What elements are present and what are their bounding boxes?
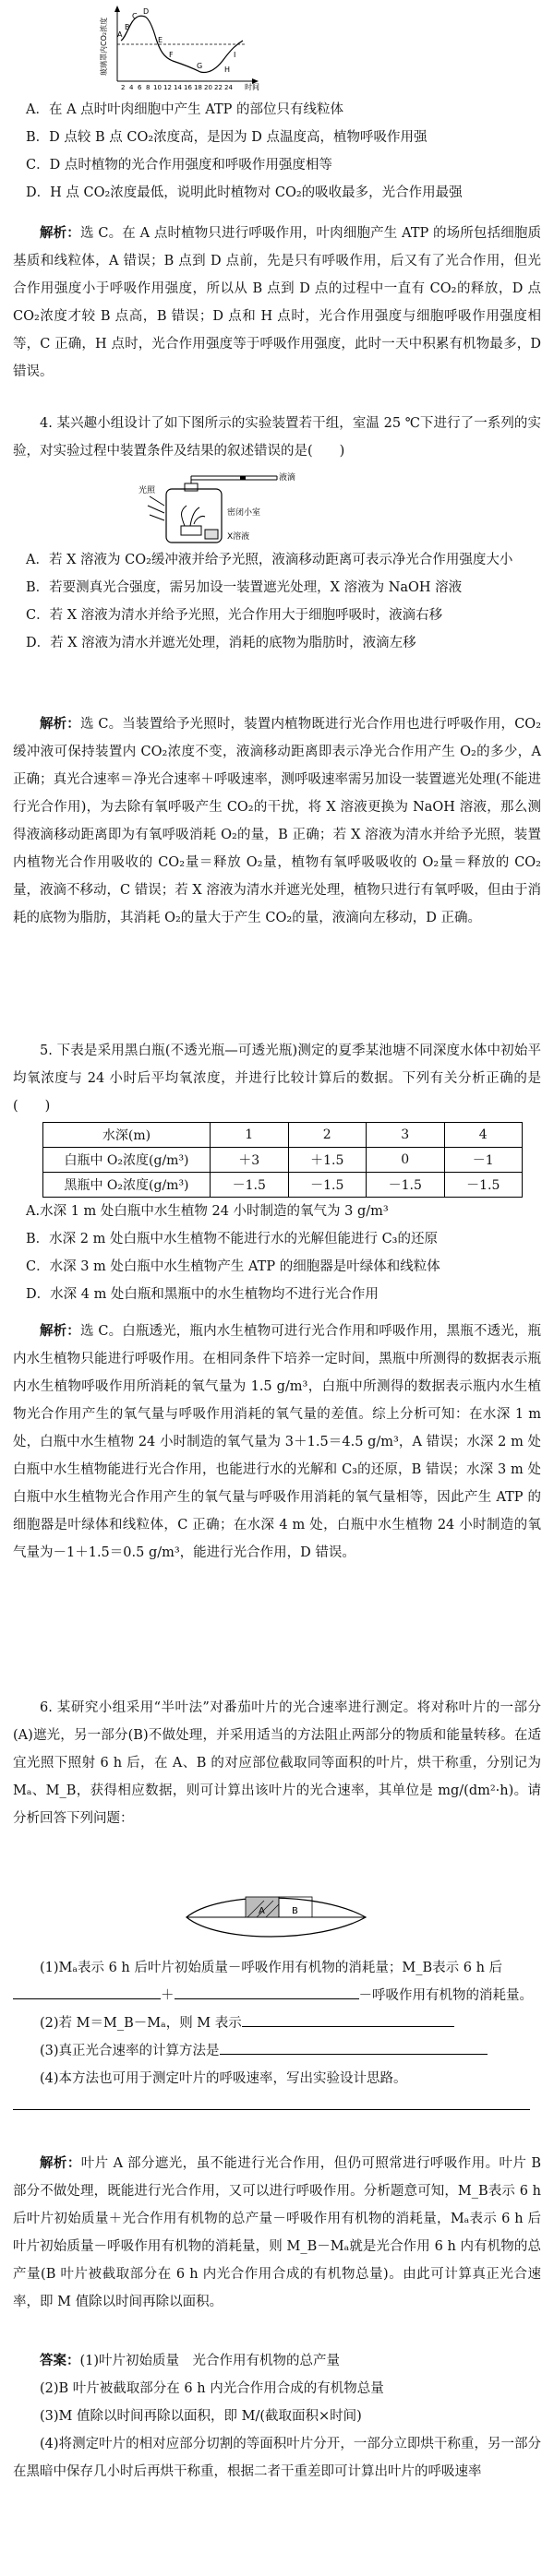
point-b: B [125,23,130,31]
q6-sub2 [13,2010,541,2037]
q3-option-b: B．D 点较 B 点 CO₂浓度高，是因为 D 点温度高，植物呼吸作用强 [26,130,428,145]
tick-4: 4 [129,84,134,91]
graph-xlabel: 时间 [245,83,259,91]
tick-16: 16 [184,84,192,91]
q4-option-a: A．若 X 溶液为 CO₂缓冲液并给予光照，液滴移动距离可表示净光合作用强度大小 [26,553,513,567]
leaf-figure [181,1890,375,1945]
table-cell: ＋3 [211,1148,289,1173]
q4-analysis-label: 解析： [40,716,80,732]
q5-stem-text: 5. 下表是采用黑白瓶(不透光瓶—可透光瓶)测定的夏季某池塘不同深度水体中初始平均氧浓度与 24 小时后平均氧浓度，并进行比较计算后的数据。下列有关分析正确的是( ) [13,1044,541,1114]
q5-data-table [42,1122,523,1198]
q5-option-d: D．水深 4 m 处白瓶和黑瓶中的水生植物均不进行光合作用 [26,1287,379,1302]
label-chamber: 密闭小室 [227,508,261,518]
q5-options [13,1198,541,1308]
q5-analysis-label: 解析： [40,1323,80,1339]
answer-blank[interactable] [13,1998,161,1999]
q4-option-c: C．若 X 溶液为清水并给予光照，光合作用大于细胞呼吸时，液滴右移 [26,608,443,623]
table-cell: －1 [444,1148,523,1173]
answer-blank[interactable] [13,2109,530,2110]
q4-analysis-text: 选 C。当装置给予光照时，装置内植物既进行光合作用也进行呼吸作用，CO₂缓冲液可保持装置内 CO₂浓度不变，液滴移动距离即表示净光合作用产生 O₂的多少，A 正确；真光合速率＝净光合速率＋呼吸速率，测呼吸速率需另加设一装置遮光处理(不能进行光合作用)，为去除有氧呼吸产生 CO₂的干扰，将 X 溶液更换为 NaOH 溶液，那么测得液滴移动距离即为有氧呼吸消耗 O₂的量，B 正确；若 X 溶液为清水并给予光照，装置内植物光合作用吸收的 CO₂量＝释放 O₂量，植物有氧呼吸吸收的 O₂量＝释放的 CO₂量，液滴不移动，C 错误；若 X 溶液为清水并遮光处理，植物只进行有氧呼吸，但由于消耗的底物为脂肪，其消耗 O₂的量大于产生 CO₂的量，液滴向左移动，D 正确。 [13,717,542,925]
q5-analysis-text: 选 C。白瓶透光，瓶内水生植物可进行光合作用和呼吸作用，黑瓶不透光，瓶内水生植物只能进行呼吸作用。在相同条件下培养一定时间，黑瓶中所测得的数据表示瓶内水生植物呼吸作用所消耗的氧气量为 1.5 g/m³，白瓶中所测得的数据表示瓶内水生植物光合作用产生的氧气量与呼吸作用消耗的氧气量的差值。综上分析可知：在水深 1 m 处，白瓶中水生植物 24 小时制造的氧气量为 3＋1.5＝4.5 g/m³，A 错误；水深 2 m 处白瓶中水生植物能进行光合作用，也能进行水的光解和 C₃的还原，B 错误；水深 3 m 处白瓶中水生植物光合作用产生的氧气量与呼吸作用消耗的氧气量相等，因此产生 ATP 的细胞器是叶绿体和线粒体，C 正确；在水深 4 m 处，白瓶中水生植物 24 小时制造的氧气量为－1＋1.5＝0.5 g/m³，能进行光合作用，D 错误。 [13,1324,542,1560]
q6-stem [13,1694,541,1832]
point-f: F [169,51,174,59]
q5-option-b: B．水深 2 m 处白瓶中水生植物不能进行水的光解但能进行 C₃的还原 [26,1232,438,1246]
tick-6: 6 [138,84,142,91]
q6-answer-3: (3)M 值除以时间再除以面积，即 M/(截取面积×时间) [40,2409,362,2424]
q6-answer-label: 答案： [40,2353,80,2368]
table-cell: 0 [367,1148,445,1173]
q6-sub1b: ＋ [161,1988,175,2003]
q6-stem-text: 6. 某研究小组采用“半叶法”对番茄叶片的光合速率进行测定。将对称叶片的一部分(A)遮光，另一部分(B)不做处理，并采用适当的方法阻止两部分的物质和能量转移。在适宜光照下照射 6 h 后，在 A、B 的对应部位截取同等面积的叶片，烘干称重，分别记为 Mₐ、M_B，获得相应数据，则可计算出该叶片的光合速率，其单位是 mg/(dm²·h)。请分析回答下列问题： [13,1700,541,1826]
tick-10: 10 [153,84,162,91]
table-row [43,1173,523,1198]
co2-curve-graph [97,4,263,92]
q3-option-a: A．在 A 点时叶肉细胞中产生 ATP 的部位只有线粒体 [26,102,343,117]
q4-analysis [13,710,541,932]
q5-stem [13,1037,541,1120]
tick-2: 2 [121,84,126,91]
graph-ylabel: 玻璃罩内CO₂浓度 [100,17,108,76]
table-cell: －1.5 [211,1173,289,1198]
q6-analysis-text: 叶片 A 部分遮光，虽不能进行光合作用，但仍可照常进行呼吸作用。叶片 B 部分不做处理，既能进行光合作用，又可以进行呼吸作用。分析题意可知，M_B表示 6 h 后叶片初始质量＋光合作用有机物的总产量－呼吸作用有机物的消耗量，Mₐ表示 6 h 后叶片初始质量－呼吸作用有机物的消耗量，则 M_B－Mₐ就是光合作用 6 h 内有机物的总产量(B 叶片被截取部分在 6 h 内光合作用合成的有机物总量)。由此可计算真正光合速率，即 M 值除以时间再除以面积。 [13,2156,542,2309]
answer-blank[interactable] [175,1998,359,1999]
q3-options [13,96,541,207]
point-d: D [143,7,150,16]
q6-sub1-fill [13,1982,541,2010]
tick-12: 12 [163,84,172,91]
table-cell: 白瓶中 O₂浓度(g/m³) [43,1148,211,1173]
label-light: 光照 [138,486,156,495]
table-cell: 黑瓶中 O₂浓度(g/m³) [43,1173,211,1198]
table-cell: －1.5 [444,1173,523,1198]
tick-8: 8 [146,84,151,91]
q6-sub3-text: (3)真正光合速率的计算方法是 [40,2044,220,2058]
table-header-cell: 水深(m) [43,1123,211,1148]
q4-stem-text: 4. 某兴趣小组设计了如下图所示的实验装置若干组，室温 25 ℃下进行了一系列的实验，对实验过程中装置条件及结果的叙述错误的是( ) [13,416,541,459]
table-cell: －1.5 [288,1173,367,1198]
point-h: H [224,66,231,74]
answer-blank[interactable] [242,2026,454,2027]
table-header-cell: 2 [288,1123,367,1148]
tick-22: 22 [214,84,223,91]
table-cell: －1.5 [367,1173,445,1198]
q6-answers [13,2347,541,2486]
q6-sub1a: (1)Mₐ表示 6 h 后叶片初始质量－呼吸作用有机物的消耗量；M_B表示 6 h 后 [40,1961,503,1975]
table-header-cell: 3 [367,1123,445,1148]
q6-sub2-text: (2)若 M＝M_B－Mₐ，则 M 表示 [40,2016,242,2031]
point-a: A [117,30,123,39]
tick-14: 14 [174,84,182,91]
q6-answer-2: (2)B 叶片被截取部分在 6 h 内光合作用合成的有机物总量 [40,2381,384,2396]
q3-analysis-label: 解析： [40,225,80,241]
q6-answer-1: (1)叶片初始质量 光合作用有机物的总产量 [79,2354,341,2368]
q4-apparatus-figure [138,469,351,548]
q4-option-b: B．若要测真光合强度，需另加设一装置遮光处理，X 溶液为 NaOH 溶液 [26,580,463,595]
q4-stem [13,410,541,465]
q6-sub3 [13,2037,541,2065]
q4-options [13,546,541,657]
point-g: G [197,62,203,70]
q3-analysis [13,220,541,386]
table-header-row [43,1123,523,1148]
table-header-cell: 1 [211,1123,289,1148]
tick-24: 24 [224,84,233,91]
q6-sub4-fill [13,2093,541,2120]
q3-analysis-text: 选 C。在 A 点时植物只进行呼吸作用，叶肉细胞产生 ATP 的场所包括细胞质基质和线粒体，A 错误；B 点到 D 点前，先是只有呼吸作用，后又有了光合作用，但光合作用强度小于呼吸作用强度，所以从 B 点到 D 点的过程中一直有 CO₂的释放，D 点 CO₂浓度才较 B 点高，B 错误；D 点和 H 点时，光合作用强度与细胞呼吸作用强度相等，C 正确，H 点时，光合作用强度等于呼吸作用强度，此时一天中积累有机物最多，D 错误。 [13,226,542,379]
point-i: I [234,51,236,59]
q5-analysis [13,1318,541,1567]
q4-option-d: D．若 X 溶液为清水并遮光处理，消耗的底物为脂肪时，液滴左移 [26,636,416,650]
q6-answer-4: (4)将测定叶片的相对应部分切割的等面积叶片分开，一部分立即烘干称重，另一部分在黑暗中保存几小时后再烘干称重，根据二者干重差即可计算出叶片的呼吸速率 [13,2437,541,2479]
q6-analysis [13,2150,541,2316]
leaf-label-b: B [292,1906,298,1916]
q6-analysis-label: 解析： [40,2155,81,2171]
tick-20: 20 [204,84,212,91]
label-drop: 液滴 [279,473,296,483]
q5-option-a: A.水深 1 m 处白瓶中水生植物 24 小时制造的氧气为 3 g/m³ [26,1204,389,1219]
table-cell: ＋1.5 [288,1148,367,1173]
point-e: E [158,36,163,44]
leaf-label-a: A [259,1906,265,1916]
q3-option-c: C．D 点时植物的光合作用强度和呼吸作用强度相等 [26,158,332,173]
point-c: C [132,12,138,20]
label-x-solution: X溶液 [227,532,250,542]
q3-option-d: D．H 点 CO₂浓度最低，说明此时植物对 CO₂的吸收最多，光合作用最强 [26,185,463,200]
q5-option-c: C．水深 3 m 处白瓶中水生植物产生 ATP 的细胞器是叶绿体和线粒体 [26,1259,440,1274]
tick-18: 18 [194,84,202,91]
q6-subquestions [13,1954,541,2120]
table-row [43,1148,523,1173]
table-header-cell: 4 [444,1123,523,1148]
q6-sub4: (4)本方法也可用于测定叶片的呼吸速率，写出实验设计思路。 [40,2071,407,2086]
answer-blank[interactable] [220,2054,488,2055]
q6-sub1c: －呼吸作用有机物的消耗量。 [358,1988,533,2003]
